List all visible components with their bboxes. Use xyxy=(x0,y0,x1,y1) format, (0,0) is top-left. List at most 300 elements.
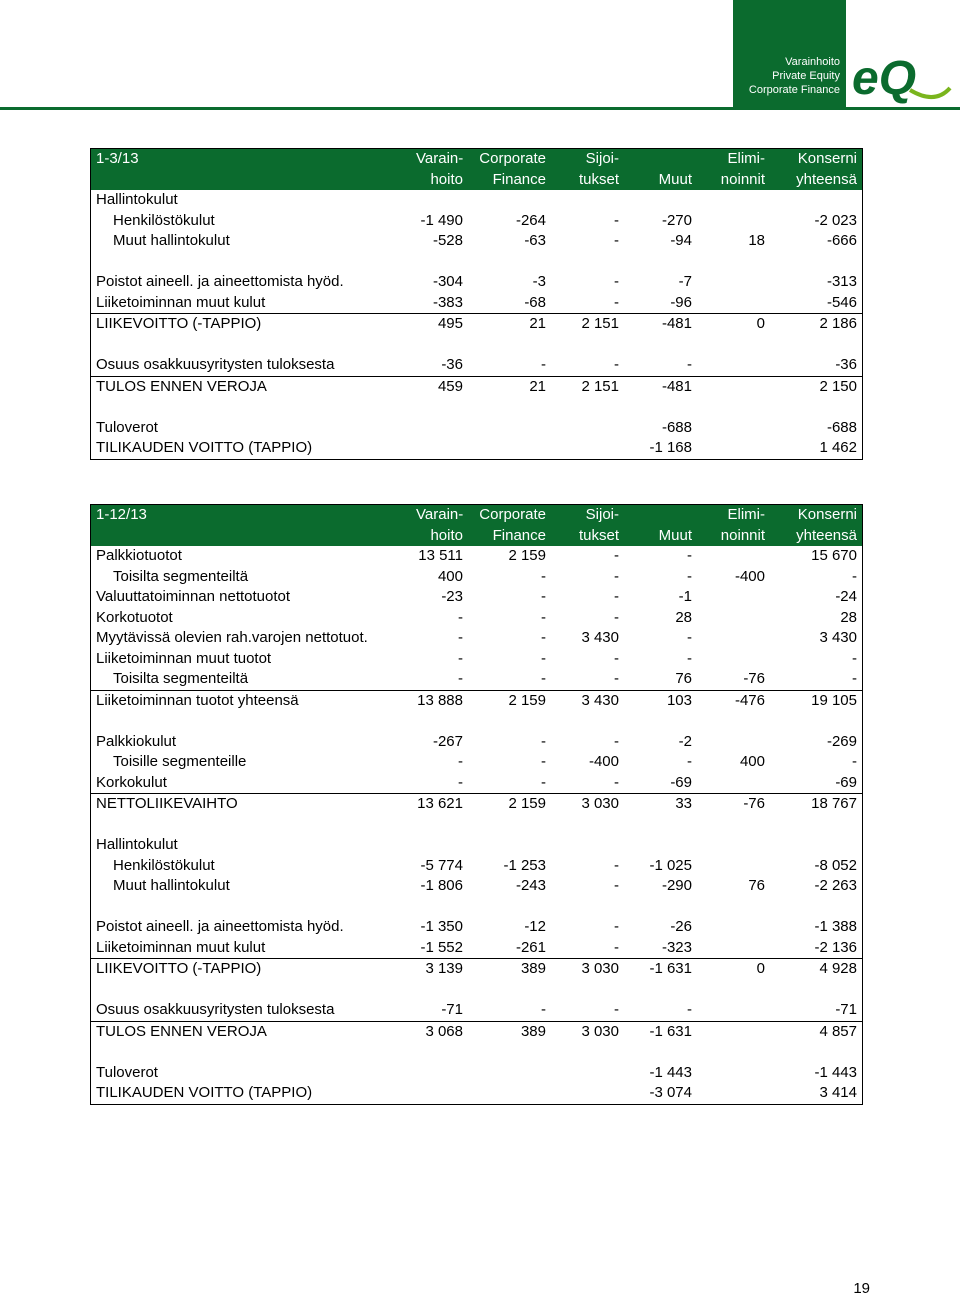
cell-value xyxy=(624,335,697,356)
company-logo xyxy=(733,0,846,108)
cell-value: 13 511 xyxy=(418,547,463,564)
row-label xyxy=(91,711,411,732)
cell-value: -481 xyxy=(661,377,692,395)
cell-value: -69 xyxy=(770,773,862,794)
column-header: Finance xyxy=(468,170,551,191)
cell-value: - xyxy=(458,629,463,646)
cell-value xyxy=(411,335,468,356)
cell-value: -2 023 xyxy=(814,211,857,229)
cell-value xyxy=(411,835,468,856)
cell-value: - xyxy=(614,608,619,626)
cell-value: - xyxy=(541,649,546,667)
cell-value xyxy=(624,711,697,732)
cell-value: - xyxy=(541,629,546,646)
cell-value: - xyxy=(468,669,551,690)
cell-value xyxy=(468,980,551,1001)
row-label: Palkkiokulut xyxy=(96,732,177,750)
table-row xyxy=(91,773,862,794)
cell-value: -666 xyxy=(826,232,857,249)
cell-value xyxy=(697,856,770,877)
row-label: Tuloverot xyxy=(96,1063,158,1081)
cell-value xyxy=(551,438,624,459)
cell-value xyxy=(551,980,624,1001)
cell-value: -1 443 xyxy=(814,1063,857,1081)
cell-value xyxy=(770,190,862,211)
row-label: Henkilöstökulut xyxy=(113,211,215,229)
cell-value: - xyxy=(614,649,619,667)
column-header: Elimi- xyxy=(697,149,770,170)
cell-value: 459 xyxy=(437,377,463,395)
cell-value: -8 052 xyxy=(814,856,857,874)
cell-value: - xyxy=(687,649,692,667)
row-label: Liiketoiminnan muut kulut xyxy=(91,293,411,314)
cell-value xyxy=(770,335,862,356)
cell-value: - xyxy=(541,567,546,585)
cell-value xyxy=(551,835,624,856)
table-title: 1-3/13 xyxy=(91,149,411,170)
table-row xyxy=(91,567,862,588)
cell-value xyxy=(697,355,770,376)
cell-value: -36 xyxy=(411,355,468,376)
cell-value xyxy=(551,1083,624,1104)
cell-value: -1 253 xyxy=(503,856,546,874)
cell-value: -94 xyxy=(670,232,692,249)
cell-value xyxy=(468,418,551,439)
cell-value: - xyxy=(551,1000,624,1021)
cell-value xyxy=(468,190,551,211)
cell-value xyxy=(624,1042,697,1063)
cell-value: -269 xyxy=(826,732,857,750)
column-header: Corporate xyxy=(468,505,551,526)
eq-logo-icon xyxy=(850,50,955,105)
cell-value: -69 xyxy=(624,773,697,794)
table-header-row-2 xyxy=(91,170,862,191)
cell-value: - xyxy=(614,918,619,935)
cell-value xyxy=(697,628,770,649)
cell-value xyxy=(770,711,862,732)
table-row xyxy=(91,649,862,670)
cell-value xyxy=(468,1042,551,1063)
column-header: tukset xyxy=(551,526,624,547)
cell-value xyxy=(468,252,551,273)
cell-value: 3 430 xyxy=(581,629,619,646)
cell-value: - xyxy=(624,355,697,376)
cell-value: -1 631 xyxy=(649,960,692,977)
column-header: Elimi- xyxy=(697,505,770,526)
cell-value xyxy=(697,1021,770,1042)
cell-value: 389 xyxy=(520,960,546,977)
cell-value xyxy=(697,190,770,211)
table-row xyxy=(91,752,862,773)
table-row xyxy=(91,608,862,629)
cell-value: 3 414 xyxy=(819,1084,857,1101)
cell-value: -528 xyxy=(432,232,463,249)
cell-value: -71 xyxy=(770,1000,862,1021)
cell-value xyxy=(411,980,468,1001)
cell-value xyxy=(697,815,770,836)
cell-value: -264 xyxy=(515,211,546,229)
row-label: Liiketoiminnan muut tuotot xyxy=(96,649,272,667)
cell-value: 4 928 xyxy=(819,960,857,977)
cell-value: -476 xyxy=(734,691,765,709)
cell-value xyxy=(697,773,770,794)
table-row xyxy=(91,815,862,836)
table-row xyxy=(91,355,862,376)
cell-value: 3 430 xyxy=(819,629,857,646)
cell-value: -7 xyxy=(678,273,692,290)
cell-value: -400 xyxy=(734,567,765,585)
table-row xyxy=(91,1083,862,1104)
cell-value: -26 xyxy=(670,918,692,935)
cell-value: 28 xyxy=(840,608,857,626)
cell-value: - xyxy=(468,355,551,376)
cell-value: -383 xyxy=(411,293,468,314)
cell-value: -76 xyxy=(697,669,770,690)
cell-value xyxy=(697,938,770,959)
row-label xyxy=(91,1042,411,1063)
table-row xyxy=(91,690,862,711)
cell-value: 21 xyxy=(529,315,546,332)
column-header: tukset xyxy=(551,170,624,191)
cell-value: -243 xyxy=(515,877,546,894)
cell-value xyxy=(411,897,468,918)
cell-value xyxy=(770,980,862,1001)
row-label: Liiketoiminnan tuotot yhteensä xyxy=(96,691,299,709)
cell-value xyxy=(411,711,468,732)
cell-value xyxy=(770,252,862,273)
column-header: Sijoi- xyxy=(551,149,624,170)
table-row xyxy=(91,628,862,649)
cell-value xyxy=(697,252,770,273)
cell-value: 19 105 xyxy=(811,691,857,709)
row-label xyxy=(91,980,411,1001)
cell-value xyxy=(697,272,770,293)
cell-value: - xyxy=(614,211,619,229)
cell-value: - xyxy=(614,232,619,249)
cell-value xyxy=(697,1000,770,1021)
cell-value xyxy=(770,815,862,836)
cell-value xyxy=(468,1083,551,1104)
cell-value xyxy=(411,1063,468,1084)
row-label: TILIKAUDEN VOITTO (TAPPIO) xyxy=(96,439,313,456)
cell-value: -1 168 xyxy=(649,439,692,456)
cell-value: -1 443 xyxy=(649,1063,692,1081)
cell-value: - xyxy=(458,649,463,667)
table-row xyxy=(91,856,862,877)
cell-value xyxy=(697,587,770,608)
column-header: yhteensä xyxy=(770,170,862,191)
cell-value xyxy=(697,980,770,1001)
cell-value: - xyxy=(852,649,857,667)
table-row xyxy=(91,314,862,335)
row-label: TULOS ENNEN VEROJA xyxy=(96,377,267,395)
column-header: Konserni xyxy=(770,505,862,526)
cell-value xyxy=(411,815,468,836)
cell-value: -400 xyxy=(588,753,619,770)
cell-value: - xyxy=(624,1000,697,1021)
cell-value xyxy=(697,418,770,439)
cell-value: 400 xyxy=(739,753,765,770)
row-label: Henkilöstökulut xyxy=(113,856,215,874)
cell-value: -2 136 xyxy=(770,938,862,959)
table-row xyxy=(91,959,862,980)
cell-value: 2 151 xyxy=(581,377,619,395)
column-header: Konserni xyxy=(770,149,862,170)
column-header: Varain- xyxy=(411,149,468,170)
table-row xyxy=(91,876,862,897)
cell-value: - xyxy=(551,669,624,690)
column-header: noinnit xyxy=(697,170,770,191)
cell-value: -76 xyxy=(743,795,765,812)
cell-value: - xyxy=(614,547,619,564)
column-header: Finance xyxy=(468,526,551,547)
cell-value: - xyxy=(468,773,551,794)
table-row xyxy=(91,272,862,293)
row-label: Toisille segmenteille xyxy=(113,753,247,770)
cell-value xyxy=(468,711,551,732)
cell-value: - xyxy=(852,753,857,770)
cell-value xyxy=(411,190,468,211)
cell-value: - xyxy=(541,588,546,605)
row-label: Liiketoiminnan muut kulut xyxy=(91,938,411,959)
cell-value xyxy=(468,1063,551,1084)
table-row xyxy=(91,980,862,1001)
row-label: LIIKEVOITTO (-TAPPIO) xyxy=(96,315,262,332)
cell-value xyxy=(551,1042,624,1063)
cell-value: 3 139 xyxy=(425,960,463,977)
cell-value: -261 xyxy=(468,938,551,959)
cell-value xyxy=(551,815,624,836)
cell-value: 3 030 xyxy=(581,960,619,977)
table-row xyxy=(91,438,862,459)
cell-value: - xyxy=(551,355,624,376)
row-label: TILIKAUDEN VOITTO (TAPPIO) xyxy=(96,1084,313,1101)
cell-value: 33 xyxy=(675,795,692,812)
cell-value xyxy=(770,897,862,918)
cell-value xyxy=(770,397,862,418)
table-row xyxy=(91,546,862,567)
cell-value xyxy=(697,835,770,856)
cell-value: - xyxy=(614,732,619,750)
column-header: Muut xyxy=(624,526,697,547)
cell-value xyxy=(624,835,697,856)
cell-value: - xyxy=(614,856,619,874)
cell-value xyxy=(697,1083,770,1104)
column-header: Varain- xyxy=(411,505,468,526)
column-header xyxy=(624,505,697,526)
row-label: Hallintokulut xyxy=(96,191,178,208)
cell-value: -63 xyxy=(524,232,546,249)
row-label xyxy=(91,897,411,918)
cell-value: 0 xyxy=(756,960,765,977)
cell-value: 4 857 xyxy=(819,1022,857,1040)
row-label: Korkokulut xyxy=(91,773,411,794)
cell-value: - xyxy=(458,753,463,770)
row-label: NETTOLIIKEVAIHTO xyxy=(96,795,238,812)
cell-value: 28 xyxy=(675,608,692,626)
column-header: Corporate xyxy=(468,149,551,170)
cell-value: -12 xyxy=(524,918,546,935)
column-header: hoito xyxy=(411,526,468,547)
cell-value xyxy=(624,252,697,273)
cell-value: - xyxy=(411,669,468,690)
cell-value: - xyxy=(411,773,468,794)
cell-value: 400 xyxy=(437,567,463,585)
cell-value xyxy=(697,1063,770,1084)
row-label: Toisilta segmenteiltä xyxy=(113,567,249,585)
cell-value xyxy=(697,438,770,459)
cell-value: 3 030 xyxy=(581,795,619,812)
table-row xyxy=(91,917,862,938)
column-header: Sijoi- xyxy=(551,505,624,526)
cell-value xyxy=(411,438,468,459)
cell-value xyxy=(624,190,697,211)
cell-value: -688 xyxy=(661,418,692,436)
cell-value: 2 186 xyxy=(819,315,857,332)
cell-value xyxy=(551,190,624,211)
cell-value: - xyxy=(614,877,619,894)
cell-value xyxy=(697,732,770,753)
cell-value: -1 552 xyxy=(411,938,468,959)
table-row xyxy=(91,794,862,815)
cell-value: - xyxy=(551,293,624,314)
cell-value: - xyxy=(551,773,624,794)
table-row xyxy=(91,335,862,356)
table-row xyxy=(91,1021,862,1042)
cell-value: -3 xyxy=(532,273,546,290)
cell-value: 18 xyxy=(748,232,765,249)
cell-value: 389 xyxy=(520,1022,546,1040)
cell-value: -1 350 xyxy=(420,918,463,935)
table-row xyxy=(91,211,862,232)
cell-value: -290 xyxy=(661,877,692,894)
cell-value xyxy=(697,1042,770,1063)
cell-value xyxy=(551,711,624,732)
cell-value xyxy=(697,897,770,918)
table-row xyxy=(91,1000,862,1021)
cell-value: 3 430 xyxy=(581,691,619,709)
cell-value: - xyxy=(614,273,619,290)
table-row xyxy=(91,231,862,252)
column-header xyxy=(624,149,697,170)
row-label: Muut hallintokulut xyxy=(113,232,230,249)
column-header: Muut xyxy=(624,170,697,191)
table-row xyxy=(91,1063,862,1084)
cell-value: - xyxy=(541,608,546,626)
cell-value: -1 388 xyxy=(814,918,857,935)
svg-text:eQ: eQ xyxy=(852,52,917,105)
row-label: Korkotuotot xyxy=(96,608,173,626)
cell-value: 2 151 xyxy=(581,315,619,332)
cell-value: -23 xyxy=(441,588,463,605)
cell-value: -5 774 xyxy=(420,856,463,874)
row-label: TULOS ENNEN VEROJA xyxy=(96,1022,267,1040)
cell-value xyxy=(697,608,770,629)
cell-value: -36 xyxy=(770,355,862,376)
cell-value xyxy=(697,546,770,567)
cell-value: 76 xyxy=(624,669,697,690)
cell-value xyxy=(551,418,624,439)
cell-value: 76 xyxy=(748,877,765,894)
cell-value: -267 xyxy=(432,732,463,750)
cell-value xyxy=(697,917,770,938)
cell-value xyxy=(697,711,770,732)
cell-value xyxy=(624,980,697,1001)
table-row xyxy=(91,732,862,753)
income-statement-full-year xyxy=(90,504,863,1105)
cell-value xyxy=(468,835,551,856)
table-header-row-1 xyxy=(91,149,862,170)
table-row xyxy=(91,587,862,608)
cell-value: - xyxy=(541,753,546,770)
table-row xyxy=(91,897,862,918)
row-label: Tuloverot xyxy=(96,418,158,436)
row-label: Myytävissä olevien rah.varojen nettotuot. xyxy=(96,629,368,646)
table-row xyxy=(91,418,862,439)
cell-value: - xyxy=(551,938,624,959)
cell-value: -481 xyxy=(661,315,692,332)
cell-value xyxy=(551,335,624,356)
table-row xyxy=(91,669,862,690)
table-row xyxy=(91,376,862,397)
cell-value: - xyxy=(687,629,692,646)
table-row xyxy=(91,835,862,856)
row-label: Toisilta segmenteiltä xyxy=(91,669,411,690)
cell-value: - xyxy=(614,567,619,585)
table-title: 1-12/13 xyxy=(91,505,411,526)
cell-value xyxy=(468,438,551,459)
cell-value: -546 xyxy=(770,293,862,314)
cell-value: -1 xyxy=(678,588,692,605)
cell-value: -304 xyxy=(432,273,463,290)
cell-value xyxy=(697,649,770,670)
table-row xyxy=(91,293,862,314)
column-header: noinnit xyxy=(697,526,770,547)
cell-value: - xyxy=(458,608,463,626)
cell-value: 0 xyxy=(756,315,765,332)
table-row xyxy=(91,252,862,273)
cell-value: - xyxy=(687,547,692,564)
column-header: yhteensä xyxy=(770,526,862,547)
cell-value: -1 631 xyxy=(649,1022,692,1040)
table-header-row-2 xyxy=(91,526,862,547)
row-label xyxy=(91,252,411,273)
cell-value: -688 xyxy=(826,418,857,436)
cell-value: 2 150 xyxy=(819,377,857,395)
row-label xyxy=(91,335,411,356)
cell-value xyxy=(411,418,468,439)
cell-value xyxy=(697,376,770,397)
row-label xyxy=(91,397,411,418)
row-label: Valuuttatoiminnan nettotuotot xyxy=(96,588,291,605)
table-row xyxy=(91,938,862,959)
cell-value: -2 xyxy=(678,732,692,750)
table-row xyxy=(91,190,862,211)
column-header: hoito xyxy=(411,170,468,191)
cell-value: 2 159 xyxy=(508,547,546,564)
cell-value: -1 025 xyxy=(649,856,692,874)
cell-value: 2 159 xyxy=(508,795,546,812)
cell-value: - xyxy=(468,1000,551,1021)
cell-value xyxy=(770,835,862,856)
page-number: 19 xyxy=(853,1280,870,1297)
table-row xyxy=(91,1042,862,1063)
cell-value: 495 xyxy=(437,315,463,332)
cell-value xyxy=(697,293,770,314)
cell-value xyxy=(468,897,551,918)
cell-value: -24 xyxy=(835,588,857,605)
cell-value xyxy=(411,1042,468,1063)
